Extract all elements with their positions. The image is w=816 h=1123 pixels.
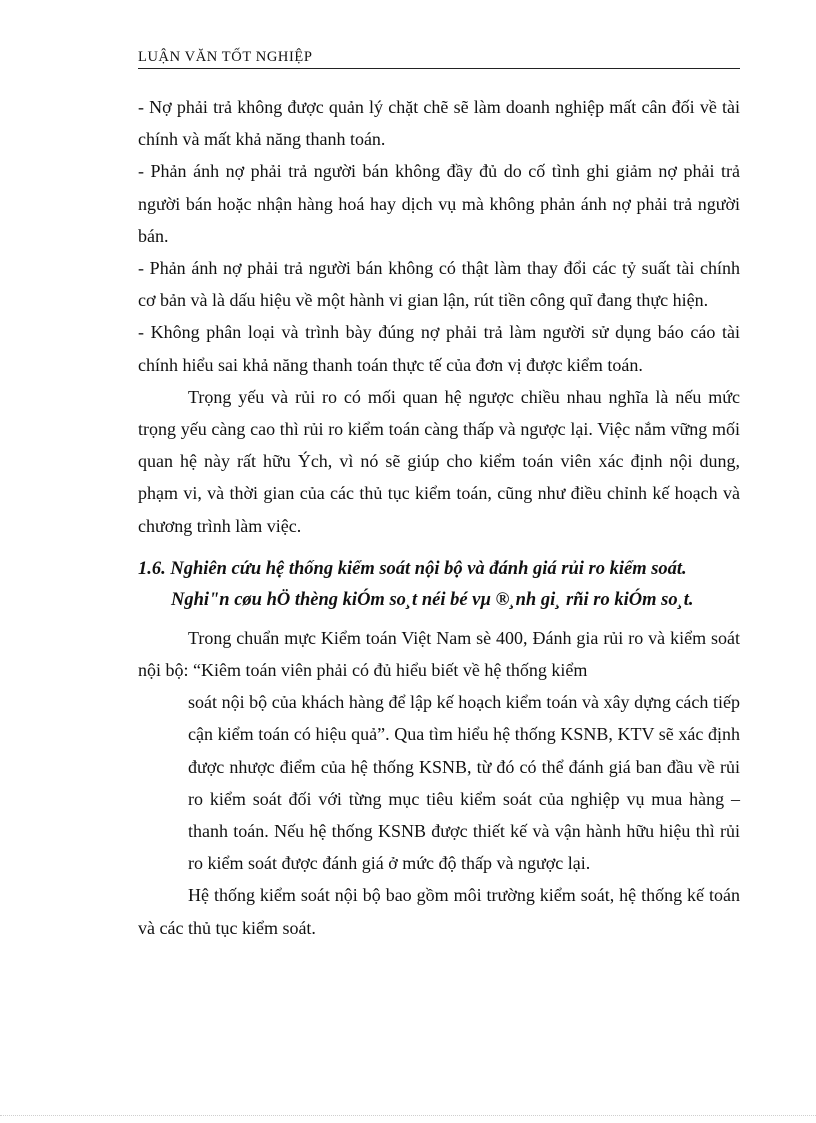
section-heading xyxy=(138,554,740,616)
paragraph-standard-400-cont: soát nội bộ của khách hàng để lập kế hoạch kiểm toán và xây dựng cách tiếp cận kiểm toán có hiệu quả”. Qua tìm hiểu hệ thống KSNB, KTV sẽ xác định được nhược điểm của hệ thống KSNB, từ đó có thể đánh giá ban đầu về rủi ro kiểm soát đối với từng mục tiêu kiểm soát của nghiệp vụ mua hàng – thanh toán. Nếu hệ thống KSNB được thiết kế và vận hành hữu hiệu thì rủi ro kiểm soát được đánh giá ở mức độ thấp và ngược lại. xyxy=(188,692,740,874)
page-footer-divider xyxy=(0,1115,816,1116)
paragraph-bullet-4: - Không phân loại và trình bày đúng nợ phải trả làm người sử dụng báo cáo tài chính hiểu sai khả năng thanh toán thực tế của đơn vị được kiểm toán. xyxy=(138,322,740,375)
header-title: LUẬN VĂN TỐT NGHIỆP xyxy=(138,49,313,65)
paragraph-bullet-1: - Nợ phải trả không được quản lý chặt chẽ sẽ làm doanh nghiệp mất cân đối về tài chính và mất khả năng thanh toán. xyxy=(138,97,740,150)
paragraph-bullet-2: - Phản ánh nợ phải trả người bán không đầy đủ do cố tình ghi giảm nợ phải trả người bán hoặc nhận hàng hoá hay dịch vụ mà không phản ánh nợ phải trả người bán. xyxy=(138,161,740,246)
section-heading-title: 1.6. Nghiên cứu hệ thống kiểm soát nội bộ và đánh giá rủi ro kiểm soát. xyxy=(138,558,687,579)
paragraph-ksnb-components: Hệ thống kiểm soát nội bộ bao gồm môi trường kiểm soát, hệ thống kế toán và các thủ tục kiểm soát. xyxy=(138,885,740,938)
page-header xyxy=(138,48,740,69)
section-heading-garbled: Nghi"n cøu hÖ thèng kiÓm so¸t néi bé vµ ®¸nh gi¸ rñi ro kiÓm so¸t. xyxy=(171,589,694,610)
paragraph-standard-400: Trong chuẩn mực Kiểm toán Việt Nam sè 400, Đánh gia rủi ro và kiểm soát nội bộ: “Kiêm toán viên phải có đủ hiểu biết về hệ thống kiểm xyxy=(138,627,740,681)
paragraph-materiality: Trọng yếu và rủi ro có mối quan hệ ngược chiều nhau nghĩa là nếu mức trọng yếu càng cao thì rủi ro kiểm toán càng thấp và ngược lại. Việc nắm vững mối quan hệ này rất hữu Ých, vì nó sẽ giúp cho kiểm toán viên xác định nội dung, phạm vi, và thời gian của các thủ tục kiểm toán, cũng như điều chỉnh kế hoạch và chương trình làm việc. xyxy=(138,386,740,536)
paragraph-bullet-3: - Phản ánh nợ phải trả người bán không có thật làm thay đổi các tỷ suất tài chính cơ bản và là dấu hiệu về một hành vi gian lận, rút tiền công quĩ đang thực hiện. xyxy=(138,258,740,311)
document-body xyxy=(138,91,740,944)
